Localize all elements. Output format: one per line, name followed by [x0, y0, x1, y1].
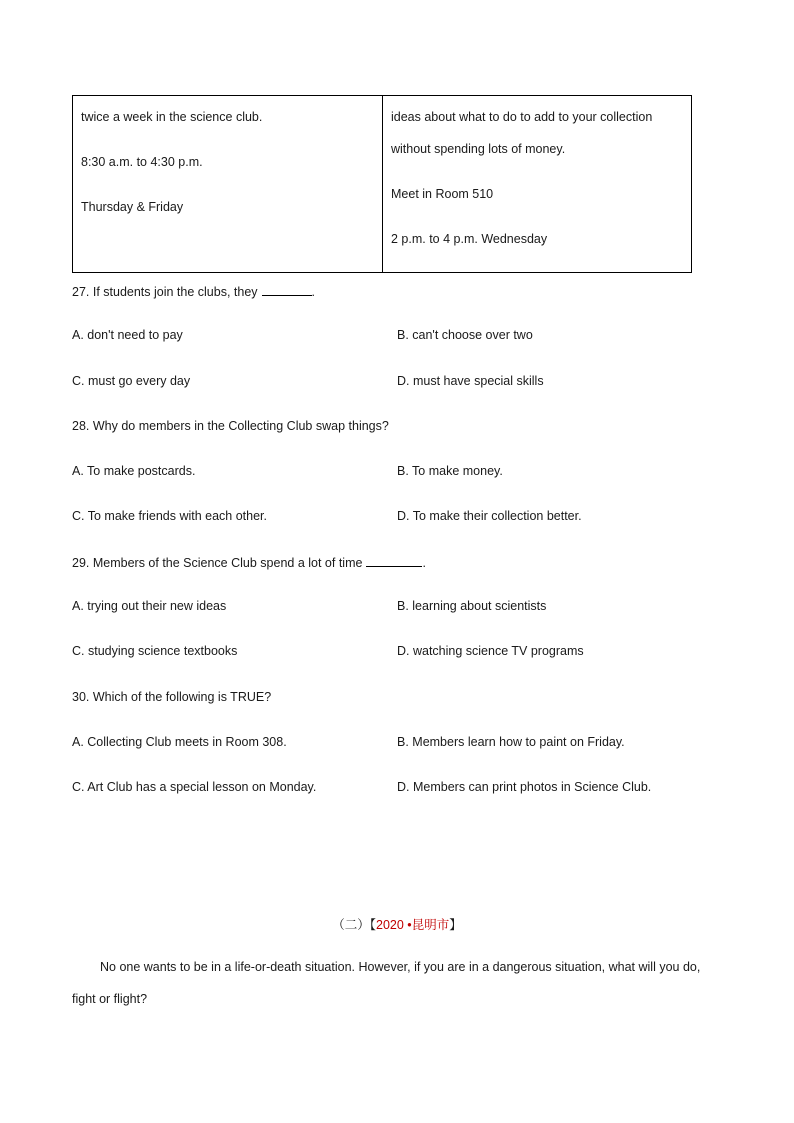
answer-blank[interactable]	[366, 554, 422, 567]
option-b[interactable]: B. To make money.	[397, 464, 503, 478]
option-d[interactable]: D. To make their collection better.	[397, 509, 582, 523]
option-b[interactable]: B. learning about scientists	[397, 599, 547, 613]
option-d[interactable]: D. watching science TV programs	[397, 644, 584, 658]
option-c[interactable]: C. studying science textbooks	[72, 644, 238, 658]
section-prefix: （二）【	[332, 918, 377, 932]
section-source: 2020 •昆明市	[376, 918, 450, 932]
question-29	[72, 554, 426, 570]
question-stem: 27. If students join the clubs, they	[72, 285, 258, 299]
option-a[interactable]: A. To make postcards.	[72, 464, 196, 478]
option-d[interactable]: D. must have special skills	[397, 374, 544, 388]
question-suffix: .	[311, 285, 316, 299]
question-stem: 29. Members of the Science Club spend a lot of time	[72, 556, 363, 570]
section-suffix: 】	[449, 918, 462, 932]
option-b[interactable]: B. Members learn how to paint on Friday.	[397, 735, 625, 749]
table-line: ideas about what to do to add to your collection	[391, 110, 653, 124]
option-c[interactable]: C. Art Club has a special lesson on Monday.	[72, 780, 317, 794]
question-27	[72, 283, 315, 299]
option-a[interactable]: A. Collecting Club meets in Room 308.	[72, 735, 287, 749]
passage-paragraph: No one wants to be in a life-or-death situation. However, if you are in a dangerous situation, what will you do, fight or flight?	[72, 960, 701, 1006]
option-b[interactable]: B. can't choose over two	[397, 328, 533, 342]
question-suffix: .	[422, 556, 426, 570]
table-line: without spending lots of money.	[391, 142, 566, 156]
section-heading	[0, 915, 794, 933]
table-line: Thursday & Friday	[81, 200, 184, 214]
table-line: 2 p.m. to 4 p.m. Wednesday	[391, 232, 548, 246]
option-c[interactable]: C. must go every day	[72, 374, 191, 388]
table-cell-right	[383, 96, 692, 273]
table-line: Meet in Room 510	[391, 187, 494, 201]
option-c[interactable]: C. To make friends with each other.	[72, 509, 268, 523]
table-line: twice a week in the science club.	[81, 110, 263, 124]
option-a[interactable]: A. don't need to pay	[72, 328, 183, 342]
table-cell-left	[73, 96, 383, 273]
answer-blank[interactable]	[262, 283, 312, 296]
club-info-table	[72, 95, 692, 273]
table-line: 8:30 a.m. to 4:30 p.m.	[81, 155, 203, 169]
question-30: 30. Which of the following is TRUE?	[72, 690, 272, 704]
option-a[interactable]: A. trying out their new ideas	[72, 599, 227, 613]
option-d[interactable]: D. Members can print photos in Science Club.	[397, 780, 652, 794]
question-28: 28. Why do members in the Collecting Club swap things?	[72, 419, 389, 433]
